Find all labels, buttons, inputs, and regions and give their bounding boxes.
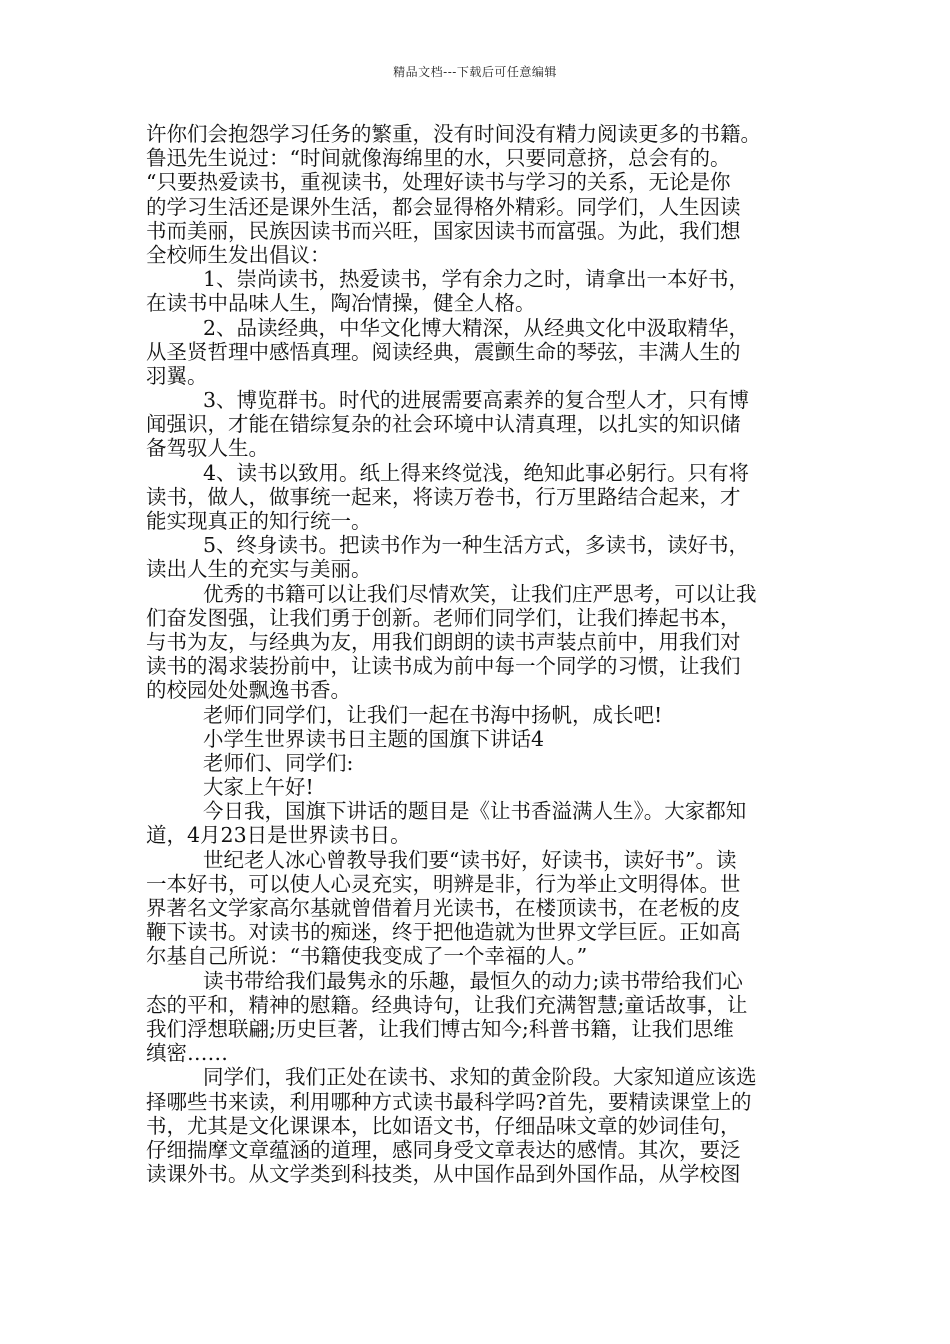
page-header: 精品文档---下载后可任意编辑 bbox=[393, 65, 557, 79]
text-line: 4、读书以致用。纸上得来终觉浅，绝知此事必躬行。只有将 bbox=[203, 460, 750, 485]
text-line: 读书的渴求装扮前中，让读书成为前中每一个同学的习惯，让我们 bbox=[146, 654, 741, 679]
text-line: 能实现真正的知行统一。 bbox=[146, 509, 372, 533]
text-line: 道，4月23日是世界读书日。 bbox=[146, 823, 411, 848]
text-line: 读出人生的充实与美丽。 bbox=[146, 557, 372, 582]
text-line: 1、崇尚读书，热爱读书，学有余力之时，请拿出一本好书， bbox=[203, 267, 750, 292]
text-line: 闻强识，才能在错综复杂的社会环境中认清真理，以扎实的知识储 bbox=[146, 412, 741, 437]
text-line: 择哪些书来读，利用哪种方式读书最科学吗?首先，要精读课堂上的 bbox=[146, 1089, 752, 1114]
text-line: 5、终身读书。把读书作为一种生活方式，多读书，读好书， bbox=[203, 533, 750, 558]
text-line: 老师们同学们，让我们一起在书海中扬帆，成长吧! bbox=[203, 702, 663, 727]
text-line: 同学们，我们正处在读书、求知的黄金阶段。大家知道应该选 bbox=[203, 1065, 757, 1090]
text-line: 在读书中品味人生，陶冶情操，健全人格。 bbox=[146, 291, 536, 316]
text-line: 与书为友，与经典为友，用我们朗朗的读书声装点前中，用我们对 bbox=[146, 629, 741, 654]
text-line: 从圣贤哲理中感悟真理。阅读经典，震颤生命的琴弦，丰满人生的 bbox=[146, 339, 741, 364]
text-line: 2、品读经典，中华文化博大精深，从经典文化中汲取精华， bbox=[203, 315, 750, 340]
text-line: 读书带给我们最隽永的乐趣，最恒久的动力;读书带给我们心 bbox=[203, 968, 743, 993]
text-line: 书，尤其是文化课课本，比如语文书，仔细品味文章的妙词佳句， bbox=[146, 1113, 741, 1138]
text-line: 读书，做人，做事统一起来，将读万卷书，行万里路结合起来，才 bbox=[146, 484, 741, 509]
text-line: 一本好书，可以使人心灵充实，明辨是非，行为举止文明得体。世 bbox=[146, 871, 741, 896]
text-line: 缜密…… bbox=[146, 1041, 228, 1066]
text-line: 书而美丽，民族因读书而兴旺，国家因读书而富强。为此，我们想 bbox=[146, 218, 741, 243]
text-line: 的学习生活还是课外生活，都会显得格外精彩。同学们，人生因读 bbox=[146, 194, 741, 219]
text-line: 尔基自己所说：“书籍使我变成了一个幸福的人。” bbox=[146, 944, 588, 969]
text-line: “只要热爱读书，重视读书，处理好读书与学习的关系，无论是你 bbox=[146, 170, 731, 195]
text-line: 老师们、同学们: bbox=[203, 750, 354, 775]
text-line: 大家上午好! bbox=[203, 775, 314, 800]
text-line: 羽翼。 bbox=[146, 363, 208, 388]
text-line: 全校师生发出倡议： bbox=[146, 242, 331, 267]
text-line: 3、博览群书。时代的进展需要高素养的复合型人才，只有博 bbox=[203, 388, 750, 413]
text-line: 界著名文学家高尔基就曾借着月光读书，在楼顶读书，在老板的皮 bbox=[146, 896, 741, 920]
text-line: 态的平和，精神的慰籍。经典诗句，让我们充满智慧;童话故事，让 bbox=[146, 992, 748, 1017]
text-line: 鞭下读书。对读书的痴迷，终于把他造就为世界文学巨匠。正如高 bbox=[146, 920, 741, 945]
text-line: 的校园处处飘逸书香。 bbox=[146, 678, 351, 703]
text-line: 今日我，国旗下讲话的题目是《让书香溢满人生》。大家都知 bbox=[203, 799, 747, 824]
text-line: 许你们会抱怨学习任务的繁重，没有时间没有精力阅读更多的书籍。 bbox=[146, 122, 761, 146]
text-line: 我们浮想联翩;历史巨著，让我们博古知今;科普书籍，让我们思维 bbox=[146, 1016, 734, 1041]
text-line: 优秀的书籍可以让我们尽情欢笑，让我们庄严思考，可以让我 bbox=[203, 581, 757, 606]
text-line: 备驾驭人生。 bbox=[146, 436, 269, 461]
text-line: 们奋发图强，让我们勇于创新。老师们同学们，让我们捧起书本， bbox=[146, 605, 741, 630]
text-line: 世纪老人冰心曾教导我们要“读书好，好读书，读好书”。读 bbox=[203, 847, 737, 872]
text-line: 小学生世界读书日主题的国旗下讲话4 bbox=[203, 726, 545, 751]
text-line: 仔细揣摩文章蕴涵的道理，感同身受文章表达的感情。其次，要泛 bbox=[146, 1137, 741, 1162]
text-line: 读课外书。从文学类到科技类，从中国作品到外国作品，从学校图 bbox=[146, 1162, 741, 1187]
document-body bbox=[146, 122, 810, 1186]
text-line: 鲁迅先生说过：“时间就像海绵里的水，只要同意挤，总会有的。 bbox=[146, 146, 731, 171]
